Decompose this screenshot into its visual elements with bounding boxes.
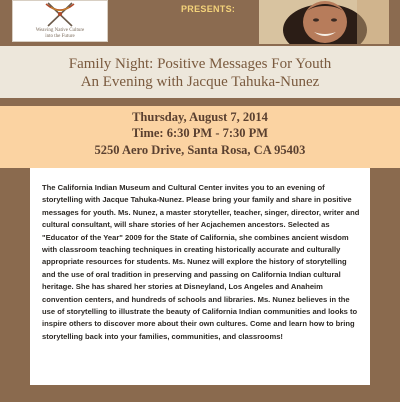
event-title: Family Night: Positive Messages For Youth <box>68 56 332 72</box>
event-date: Thursday, August 7, 2014 <box>132 110 268 124</box>
logo-tagline: Weaving Native Culture into the Future <box>35 28 85 39</box>
title-band <box>0 46 400 98</box>
museum-logo <box>12 0 108 42</box>
event-details-band <box>0 106 400 168</box>
event-description: The California Indian Museum and Cultural Center invites you to an evening of storytelling with Jacque Tahuka-Nunez. Please bring your family and share in positive messages for youth. Ms. Nunez, a master storyteller, teacher, singer, director, writer and cultural consultant, will share stories of her Acjachemen ancestors. Selected as "Educator of the Year" 2009 for the State of California, she combines ancient wisdom with classroom teaching techniques in creating historically accurate and culturally appropriate resources for students. Ms. Nunez will explore the history of storytelling and the use of oral tradition in preserving and passing on California Indian cultural heritage. She has shared her stories at Disneyland, Los Angeles and Anaheim convention centers, and hundreds of schools and libraries. Ms. Nunez believes in the use of storytelling to illustrate the beauty of California Indian communities and looks to inspire others to discover more about their own cultures. Come and learn how to bring storytelling back into your families, communities, and classrooms! <box>42 183 360 341</box>
header-band <box>0 0 400 46</box>
description-panel <box>30 168 370 385</box>
presenter-photo <box>259 0 389 44</box>
presents-label: PRESENTS: <box>181 4 236 14</box>
presenter-portrait-icon <box>259 0 389 44</box>
crossed-arrows-logo-icon <box>43 2 77 28</box>
event-address: 5250 Aero Drive, Santa Rosa, CA 95403 <box>94 143 306 157</box>
event-subtitle: An Evening with Jacque Tahuka-Nunez <box>80 74 320 90</box>
event-time: Time: 6:30 PM - 7:30 PM <box>131 126 269 140</box>
footer-cutoff-text <box>54 392 374 402</box>
divider-stripe <box>0 98 400 106</box>
